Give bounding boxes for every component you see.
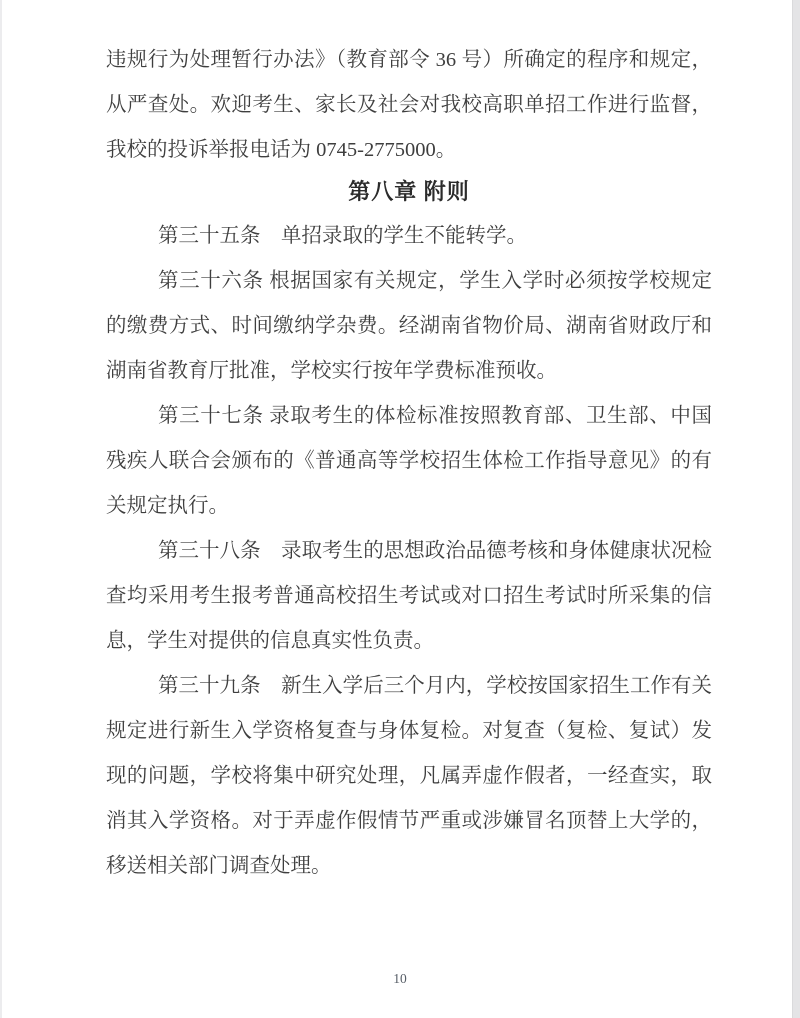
paragraph: 违规行为处理暂行办法》（教育部令 36 号）所确定的程序和规定，从严查处。欢迎考生、家长及社会对我校高职单招工作进行监督，我校的投诉举报电话为 0745-2775000。 [106,49,712,161]
paragraph: 第三十七条 录取考生的体检标准按照教育部、卫生部、中国残疾人联合会颁布的《普通高等学校招生体检工作指导意见》的有关规定执行。 [106,405,712,517]
chapter-heading: 第八章 附则 [348,179,470,204]
paragraph: 第三十八条 录取考生的思想政治品德考核和身体健康状况检查均采用考生报考普通高校招生考试或对口招生考试时所采集的信息，学生对提供的信息真实性负责。 [106,540,712,652]
page-edge-right [792,0,800,1018]
document-body [106,38,712,889]
page-edge-left [0,0,2,1018]
paragraph: 第三十九条 新生入学后三个月内，学校按国家招生工作有关规定进行新生入学资格复查与身体复检。对复查（复检、复试）发现的问题，学校将集中研究处理，凡属弄虚作假者，一经查实，取消其入学资格。对于弄虚作假情节严重或涉嫌冒名顶替上大学的，移送相关部门调查处理。 [106,675,712,877]
page-number: 10 [393,971,407,986]
paragraph: 第三十六条 根据国家有关规定，学生入学时必须按学校规定的缴费方式、时间缴纳学杂费。经湖南省物价局、湖南省财政厅和湖南省教育厅批准，学校实行按年学费标准预收。 [106,270,712,382]
paragraph: 第三十五条 单招录取的学生不能转学。 [158,225,527,247]
